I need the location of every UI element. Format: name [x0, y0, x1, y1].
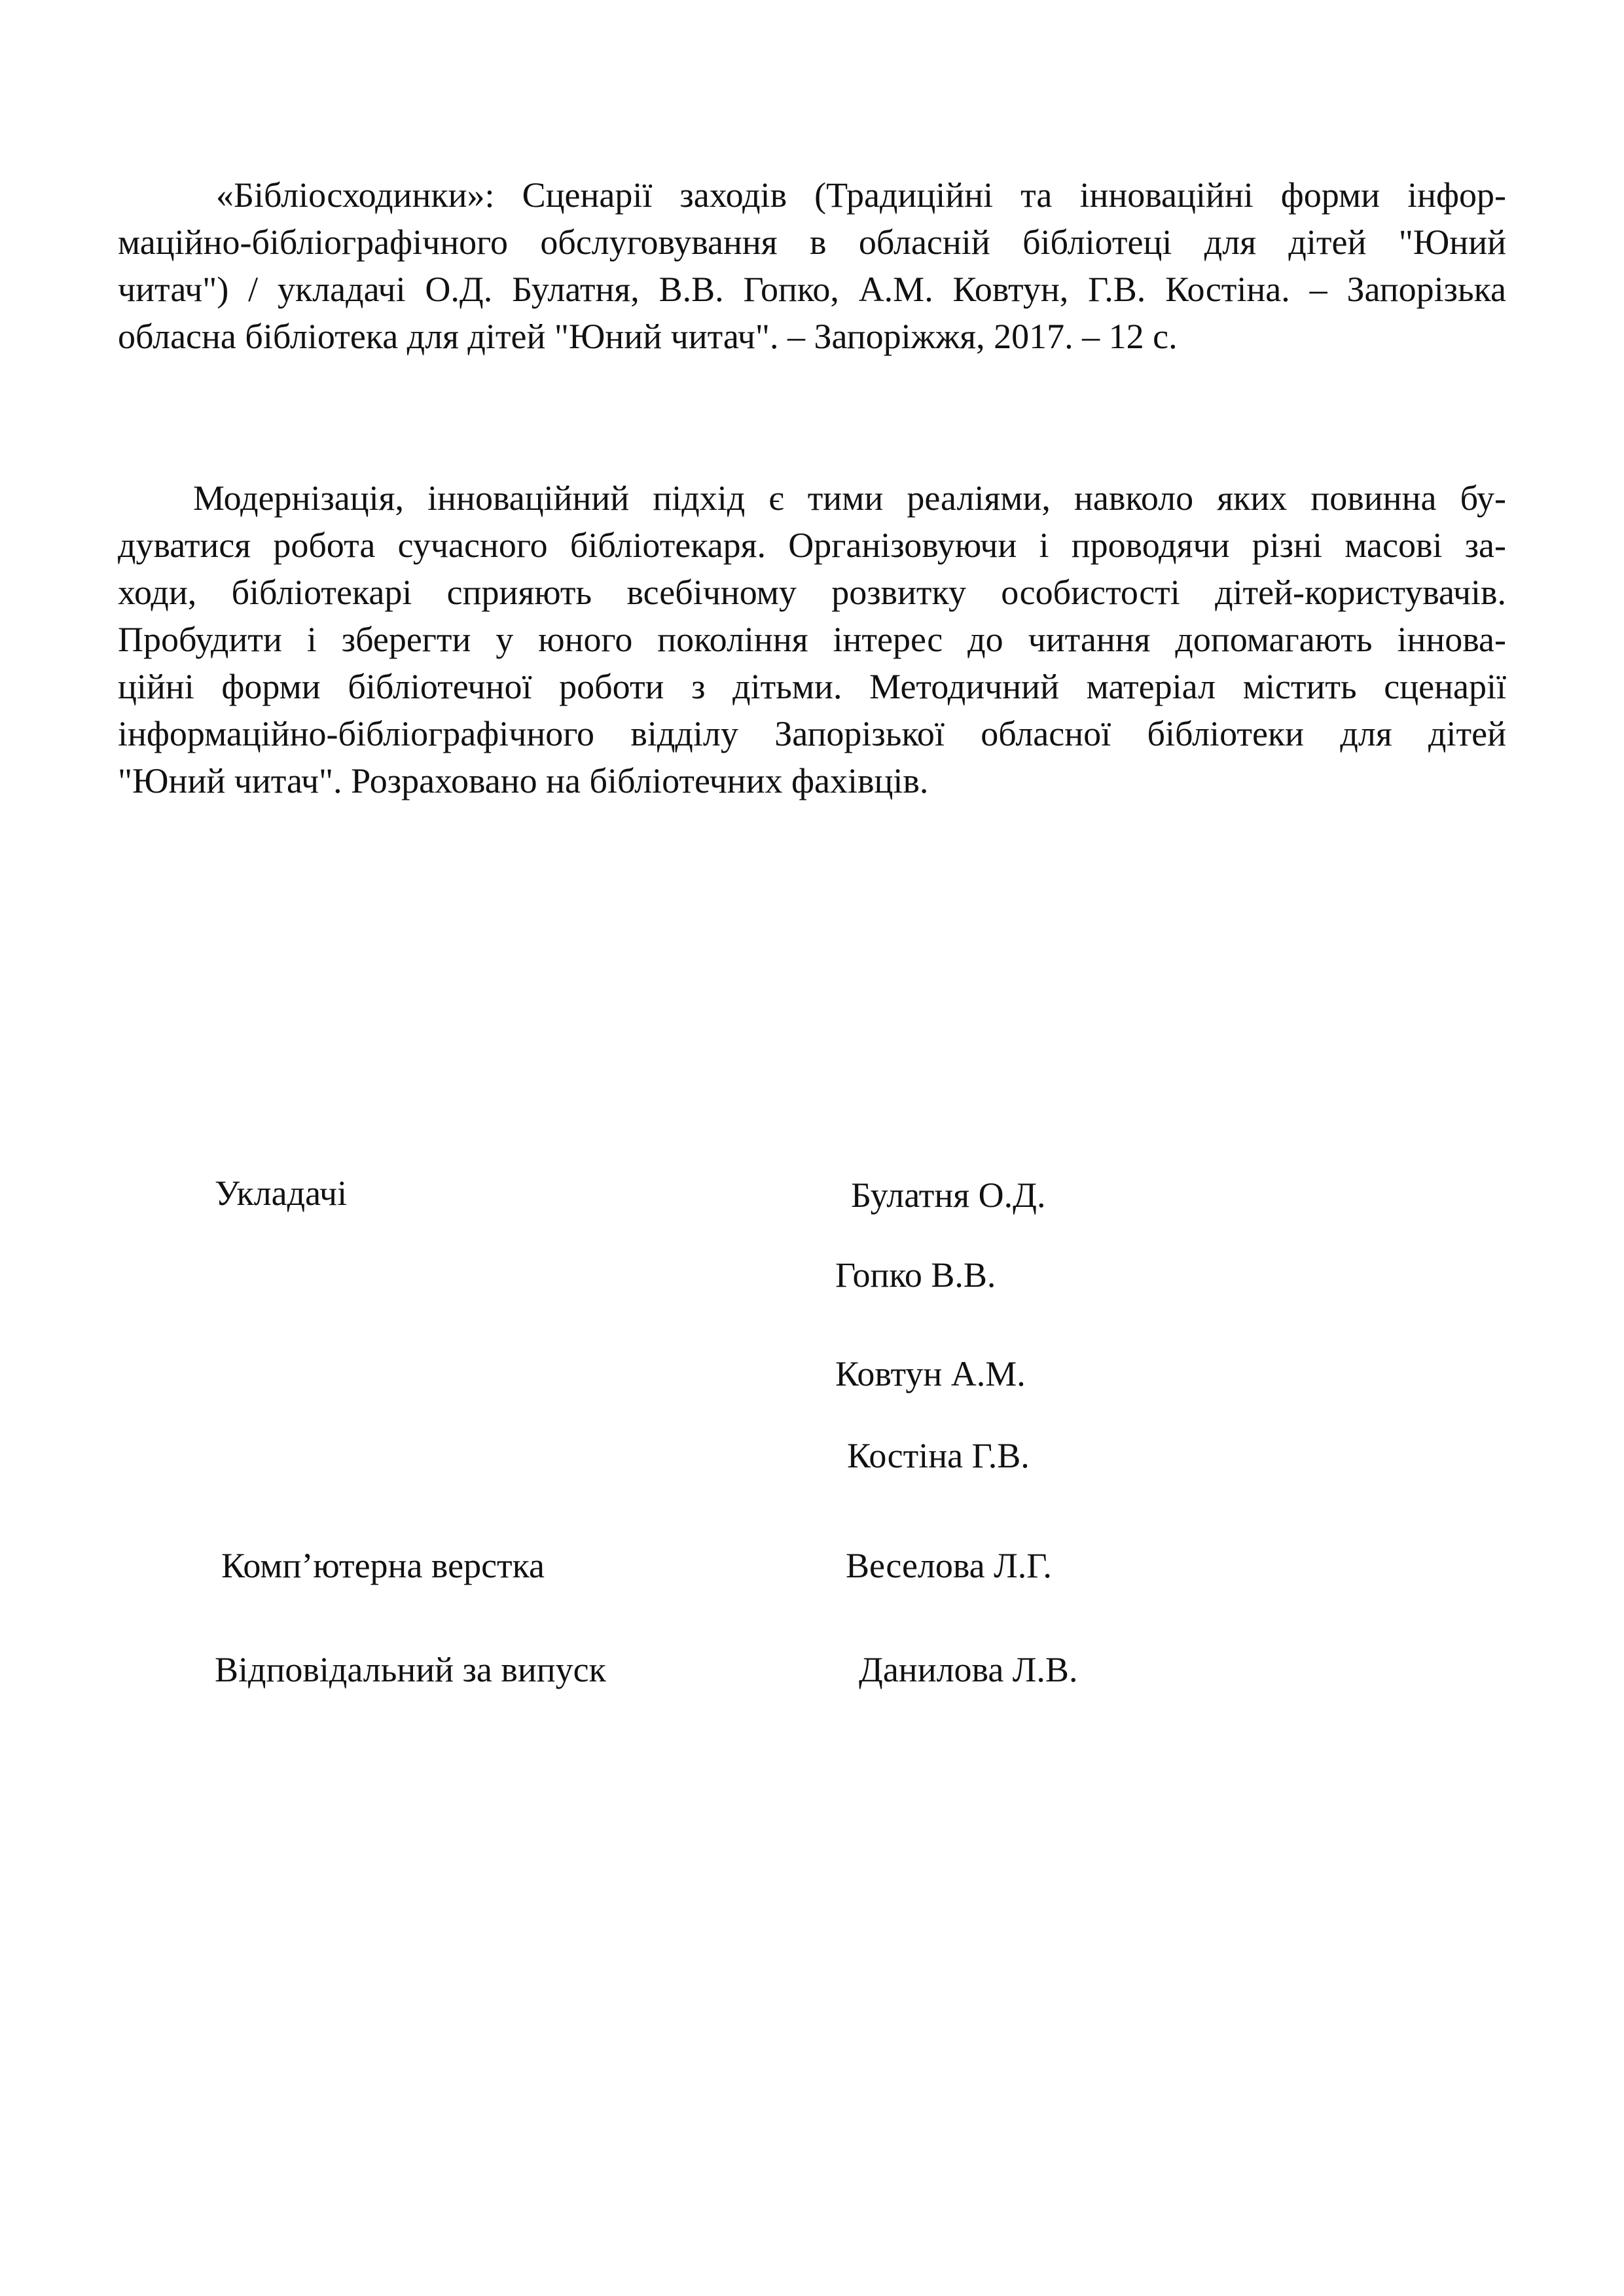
abstract-line: Пробудити і зберегти у юного покоління інтерес до читання допомагають іннова- [118, 620, 1506, 659]
abstract-line: дуватися робота сучасного бібліотекаря. Організовуючи і проводячи різні масові за- [118, 526, 1506, 565]
layout-name: Веселова Л.Г. [846, 1546, 1052, 1585]
responsible-name: Данилова Л.В. [859, 1650, 1078, 1689]
abstract-line: ходи, бібліотекарі сприяють всебічному розвитку особистості дітей-користувачів. [118, 573, 1506, 612]
layout-label: Комп’ютерна верстка [221, 1546, 545, 1585]
compiler-name: Ковтун А.М. [835, 1354, 1026, 1393]
responsible-label: Відповідальний за випуск [215, 1650, 606, 1689]
abstract-line: ційні форми бібліотечної роботи з дітьми. Методичний матеріал містить сценарії [118, 667, 1506, 706]
annotation-line: маційно-бібліографічного обслуговування в обласній бібліотеці для дітей "Юний [118, 223, 1506, 262]
annotation-line: читач") / укладачі О.Д. Булатня, В.В. Гопко, А.М. Ковтун, Г.В. Костіна. – Запорізька [118, 270, 1506, 309]
annotation-line: «Бібліосходинки»: Сценарії заходів (Традиційні та інноваційні форми інфор- [216, 175, 1506, 215]
abstract-line: інформаційно-бібліографічного відділу Запорізької обласної бібліотеки для дітей [118, 714, 1506, 753]
abstract-line: Модернізація, інноваційний підхід є тими реаліями, навколо яких повинна бу- [193, 478, 1506, 518]
compiler-name: Костіна Г.В. [847, 1436, 1030, 1475]
compiler-name: Булатня О.Д. [851, 1175, 1046, 1215]
compilers-label: Укладачі [215, 1174, 348, 1213]
compiler-name: Гопко В.В. [835, 1255, 996, 1295]
abstract-line: "Юний читач". Розраховано на бібліотечних фахівців. [118, 761, 929, 800]
annotation-line: обласна бібліотека для дітей "Юний читач". – Запоріжжя, 2017. – 12 с. [118, 317, 1178, 356]
